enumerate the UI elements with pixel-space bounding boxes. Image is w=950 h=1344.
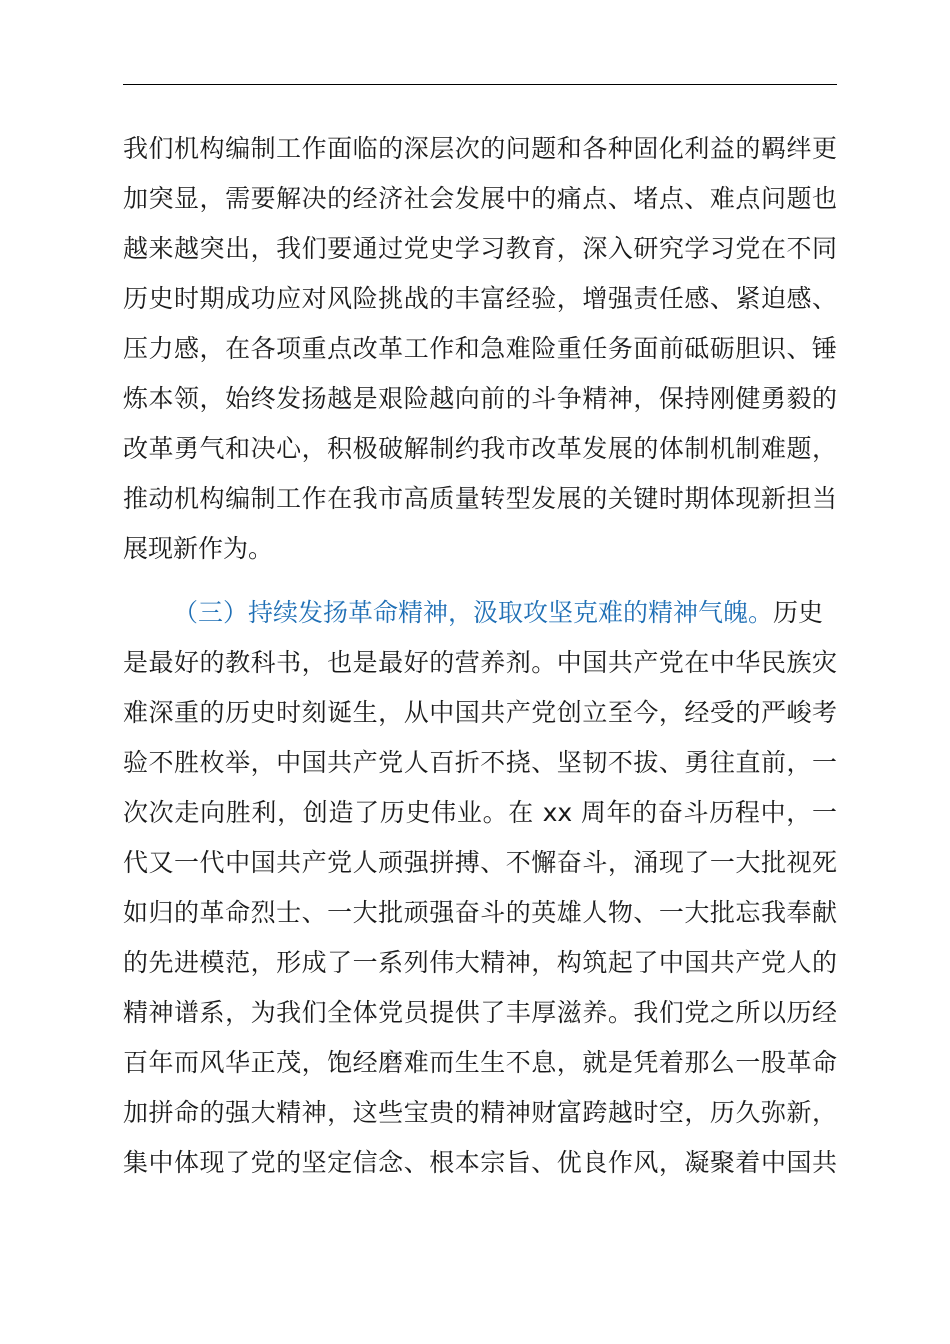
text-line: 精神谱系，为我们全体党员提供了丰厚滋养。我们党之所以历经	[123, 998, 837, 1027]
text-line: 如归的革命烈士、一大批顽强奋斗的英雄人物、一大批忘我奉献	[123, 898, 837, 927]
text-line: 的先进模范，形成了一系列伟大精神，构筑起了中国共产党人的	[123, 948, 837, 977]
text-line: 加拼命的强大精神，这些宝贵的精神财富跨越时空，历久弥新，	[123, 1098, 837, 1127]
text-line: 越来越突出，我们要通过党史学习教育，深入研究学习党在不同	[123, 234, 837, 263]
paragraph-2	[123, 588, 837, 1188]
text-line: 是最好的教科书，也是最好的营养剂。中国共产党在中华民族灾	[123, 648, 837, 677]
text-line: 我们机构编制工作面临的深层次的问题和各种固化利益的羁绊更	[123, 134, 837, 163]
document-body	[123, 124, 837, 1188]
text-line: 百年而风华正茂，饱经磨难而生生不息，就是凭着那么一股革命	[123, 1048, 837, 1077]
text-line: 炼本领，始终发扬越是艰险越向前的斗争精神，保持刚健勇毅的	[123, 384, 837, 413]
text-line: 难深重的历史时刻诞生，从中国共产党创立至今，经受的严峻考	[123, 698, 837, 727]
text-line: 推动机构编制工作在我市高质量转型发展的关键时期体现新担当	[123, 484, 837, 513]
text-line: 历史时期成功应对风险挑战的丰富经验，增强责任感、紧迫感、	[123, 284, 837, 313]
text-line: 展现新作为。	[123, 534, 274, 563]
text-line: 改革勇气和决心，积极破解制约我市改革发展的体制机制难题，	[123, 434, 837, 463]
text-line: 次次走向胜利，创造了历史伟业。在 xx 周年的奋斗历程中，一	[123, 798, 837, 827]
text-line: 集中体现了党的坚定信念、根本宗旨、优良作风，凝聚着中国共	[123, 1148, 837, 1177]
section-heading-line	[123, 588, 837, 638]
text-line: 验不胜枚举，中国共产党人百折不挠、坚韧不拔、勇往直前，一	[123, 748, 837, 777]
text-line: 压力感，在各项重点改革工作和急难险重任务面前砥砺胆识、锤	[123, 334, 837, 363]
section-heading: （三）持续发扬革命精神，汲取攻坚克难的精神气魄。	[173, 598, 774, 627]
text-fragment: 历史	[773, 598, 824, 627]
text-line: 加突显，需要解决的经济社会发展中的痛点、堵点、难点问题也	[123, 184, 837, 213]
header-rule	[123, 84, 837, 85]
paragraph-1	[123, 124, 837, 574]
text-line: 代又一代中国共产党人顽强拼搏、不懈奋斗，涌现了一大批视死	[123, 848, 837, 877]
